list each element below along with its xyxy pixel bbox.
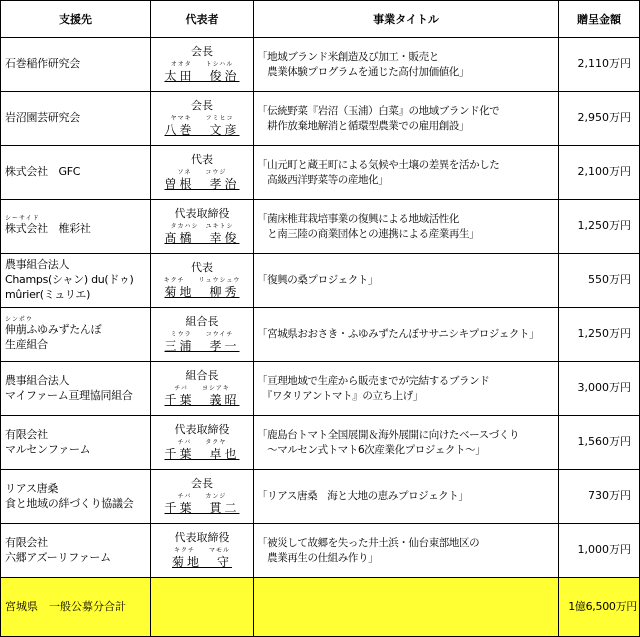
table-row	[1, 416, 640, 470]
rep-ruby: オオタ トシハル	[170, 60, 234, 68]
org-line: リアス唐桑	[5, 481, 59, 495]
org-line: 農事組合法人	[5, 258, 70, 272]
org-ruby: シンポウ	[5, 315, 33, 323]
org-line: 岩沼園芸研究会	[5, 111, 80, 125]
org-line: 農事組合法人	[5, 373, 70, 387]
rep-role: 代表取締役	[174, 422, 230, 436]
table-row	[1, 254, 640, 308]
amount-cell: 1,000万円	[559, 524, 640, 578]
org-line: 有限会社	[5, 535, 48, 549]
org-line: Champs(シャン) du(ドゥ)	[5, 273, 134, 287]
rep-ruby: チバ ヨシアキ	[174, 384, 230, 392]
org-cell	[1, 38, 151, 92]
org-cell	[1, 524, 151, 578]
total-label: 宮城県 一般公募分合計	[1, 578, 151, 637]
rep-role: 代表取締役	[174, 530, 230, 544]
org-cell	[1, 200, 151, 254]
table-row	[1, 470, 640, 524]
table-body	[1, 38, 640, 578]
amount-cell: 1,250万円	[559, 200, 640, 254]
table-row	[1, 524, 640, 578]
rep-name: 三浦 孝一	[164, 338, 240, 353]
org-cell	[1, 362, 151, 416]
title-cell	[254, 362, 559, 416]
rep-role: 会長	[191, 44, 213, 58]
table-row	[1, 200, 640, 254]
title-line: 「山元町と蔵王町による気候や土壌の差異を活かした	[257, 159, 500, 172]
org-line: マルセンファーム	[5, 442, 91, 456]
org-line: 伸萠ふゆみずたんぼ	[5, 322, 102, 336]
org-line: 食と地域の絆づくり協議会	[5, 496, 134, 510]
title-cell	[254, 524, 559, 578]
title-line: 農業再生の仕組み作り」	[257, 551, 379, 564]
table-row	[1, 92, 640, 146]
table-row	[1, 146, 640, 200]
title-cell	[254, 254, 559, 308]
rep-name: 太田 俊治	[164, 68, 240, 83]
rep-ruby: チバ タクヤ	[177, 438, 227, 446]
rep-ruby: タカハシ ユキトシ	[170, 222, 234, 230]
org-cell	[1, 470, 151, 524]
title-cell	[254, 92, 559, 146]
title-cell	[254, 416, 559, 470]
total-empty-rep	[151, 578, 254, 637]
title-line: と南三陸の商業団体との連携による産業再生」	[257, 227, 480, 240]
org-ruby: シーサイド	[5, 215, 40, 223]
title-line: ～マルセン式トマト6次産業化プロジェクト～」	[257, 443, 486, 456]
rep-ruby: チバ カンジ	[177, 492, 227, 500]
rep-role: 代表取締役	[174, 206, 230, 220]
header-org: 支援先	[1, 1, 151, 38]
rep-ruby: ヤマキ フミヒコ	[170, 114, 234, 122]
amount-cell: 550万円	[559, 254, 640, 308]
amount-cell: 2,950万円	[559, 92, 640, 146]
rep-cell	[151, 470, 254, 524]
title-line: 「鹿島台トマト全国展開＆海外展開に向けたベースづくり	[257, 429, 520, 442]
org-line: マイファーム亘理協同組合	[5, 388, 133, 402]
rep-role: 会長	[191, 98, 213, 112]
title-line: 「地域ブランド米創造及び加工・販売と	[257, 51, 439, 64]
org-line: 石巻稲作研究会	[5, 57, 80, 71]
amount-cell: 3,000万円	[559, 362, 640, 416]
rep-name: 八巻 文彦	[164, 122, 240, 137]
header-rep: 代表者	[151, 1, 254, 38]
org-cell	[1, 308, 151, 362]
title-cell	[254, 308, 559, 362]
org-cell	[1, 254, 151, 308]
rep-cell	[151, 92, 254, 146]
title-line: 農業体験プログラムを通じた高付加価値化」	[257, 65, 469, 78]
total-amount: 1億6,500万円	[559, 578, 640, 637]
title-cell	[254, 146, 559, 200]
org-cell	[1, 416, 151, 470]
rep-name: 菊地 柳秀	[164, 284, 240, 299]
rep-name: 千葉 卓也	[164, 446, 240, 461]
total-empty-title	[254, 578, 559, 637]
header-row	[1, 1, 640, 38]
title-cell	[254, 200, 559, 254]
title-cell	[254, 470, 559, 524]
header-amount: 贈呈金額	[559, 1, 640, 38]
rep-role: 代表	[191, 152, 213, 166]
header-title: 事業タイトル	[254, 1, 559, 38]
rep-cell	[151, 308, 254, 362]
org-line: 有限会社	[5, 427, 48, 441]
rep-name: 菊地 守	[171, 554, 232, 569]
amount-cell: 1,250万円	[559, 308, 640, 362]
title-line: 「伝統野菜『岩沼（玉浦）白菜』の地域ブランド化で	[257, 105, 500, 118]
org-line: mûrier(ミュリエ)	[5, 287, 91, 301]
rep-name: 千葉 貫二	[164, 500, 240, 515]
rep-name: 髙橋 幸俊	[164, 230, 240, 245]
org-line: 株式会社 椎彩社	[5, 222, 91, 236]
title-line: 耕作放棄地解消と循環型農業での雇用創設」	[257, 119, 470, 132]
amount-cell: 730万円	[559, 470, 640, 524]
title-line: 「宮城県おおさき・ふゆみずたんぼササニシキプロジェクト」	[257, 328, 540, 341]
rep-cell	[151, 254, 254, 308]
rep-ruby: キクチ リュウシュウ	[163, 276, 241, 284]
rep-role: 組合長	[185, 314, 219, 328]
rep-cell	[151, 146, 254, 200]
rep-cell	[151, 38, 254, 92]
title-line: 「リアス唐桑 海と大地の恵みプロジェクト」	[257, 490, 469, 503]
title-line: 『ワタリアントマト』の立ち上げ」	[257, 389, 423, 402]
rep-role: 会長	[191, 476, 213, 490]
title-cell	[254, 38, 559, 92]
title-line: 「亘理地域で生産から販売までが完結するブランド	[257, 375, 490, 388]
rep-name: 曽根 孝治	[164, 176, 240, 191]
table-row	[1, 362, 640, 416]
title-line: 「菌床椎茸栽培事業の復興による地域活性化	[257, 213, 459, 226]
org-line: 株式会社 GFC	[5, 165, 81, 179]
title-line: 高級西洋野菜等の産地化」	[257, 173, 389, 186]
rep-cell	[151, 524, 254, 578]
rep-ruby: ミウラ コウイチ	[170, 330, 234, 338]
rep-ruby: キクチ マモル	[173, 546, 230, 554]
table-row	[1, 38, 640, 92]
org-cell	[1, 146, 151, 200]
rep-name: 千葉 義昭	[164, 392, 240, 407]
total-row	[1, 578, 640, 637]
title-line: 「復興の桑プロジェクト」	[257, 274, 378, 287]
amount-cell: 1,560万円	[559, 416, 640, 470]
rep-cell	[151, 200, 254, 254]
rep-role: 代表	[191, 260, 213, 274]
amount-cell: 2,100万円	[559, 146, 640, 200]
org-line: 生産組合	[5, 337, 48, 351]
rep-cell	[151, 416, 254, 470]
amount-cell: 2,110万円	[559, 38, 640, 92]
rep-ruby: ソネ コウジ	[177, 168, 227, 176]
rep-cell	[151, 362, 254, 416]
rep-role: 組合長	[185, 368, 219, 382]
org-line: 六郷アズーリファーム	[5, 550, 111, 564]
org-cell	[1, 92, 151, 146]
table-row	[1, 308, 640, 362]
title-line: 「被災して故郷を失った井土浜・仙台東部地区の	[257, 537, 480, 550]
